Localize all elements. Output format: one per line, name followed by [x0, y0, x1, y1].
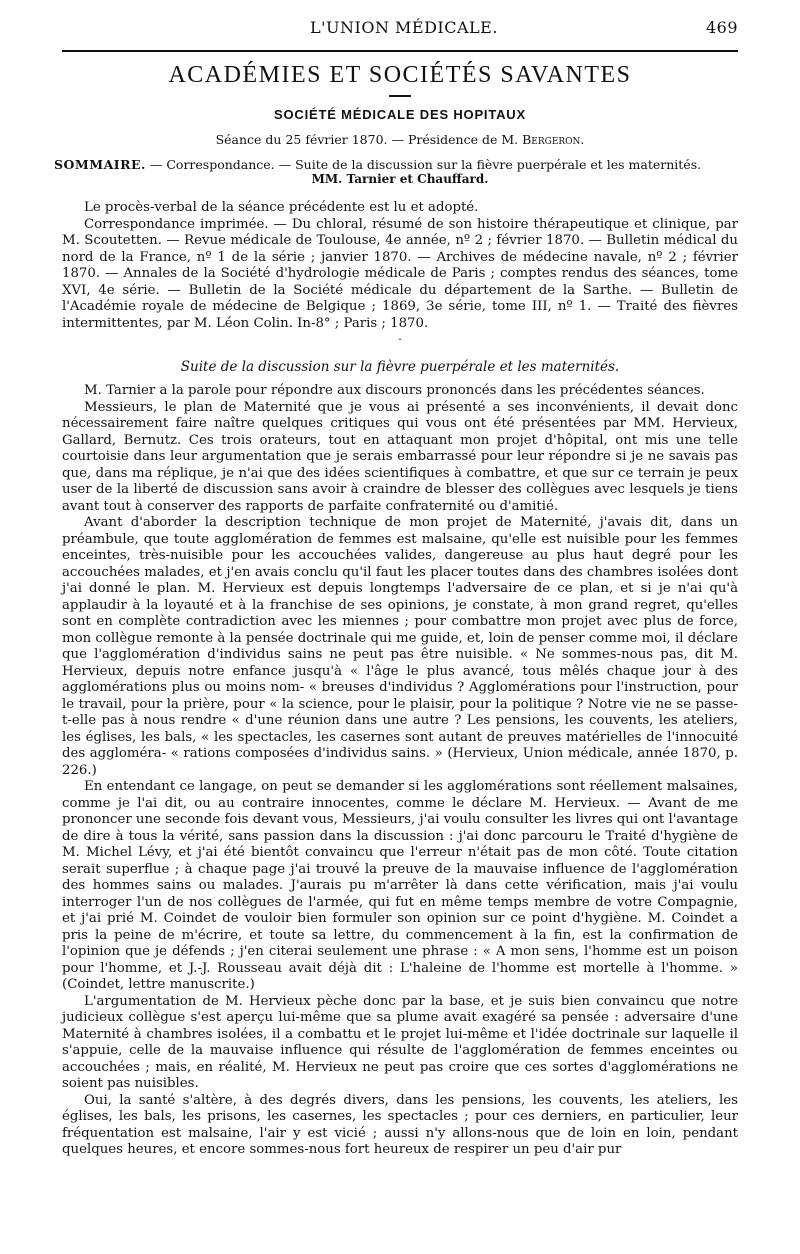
- society-name: SOCIÉTÉ MÉDICALE DES HOPITAUX: [274, 107, 526, 122]
- page-number: 469: [705, 18, 738, 37]
- paragraph-minutes: Le procès-verbal de la séance précédente est lu et adopté.: [84, 200, 479, 215]
- seance-text: Séance du 25 février 1870. — Présidence de M.: [215, 132, 523, 147]
- paragraph-tarnier-opening: M. Tarnier a la parole pour répondre aux discours prononcés dans les précédentes séances.: [84, 383, 705, 398]
- paragraph-en-entendant: En entendant ce langage, on peut se demander si les agglomérations sont réellement malsaines, comme je l'ai dit, ou au contraire innocentes, comme le déclare M. Hervieux. — Avant de me prononcer une seconde fois devant vous, Messieurs, j'ai voulu consulter les livres qui ont l'avantage de dire à tous la vérité, sans passion dans la discussion : j'ai donc parcouru le Traité d'hygiène de M. Michel Lévy, et j'ai été bientôt convaincu que l'erreur n'était pas de mon côté. Toute citation serait superflue ; à chaque page j'ai trouvé la preuve de la mauvaise influence de l'agglomération des hommes sains ou malades. J'aurais pu m'arrêter là dans cette vérification, mais j'ai voulu interroger l'un de nos collègues de l'armée, qui fut en même temps membre de votre Compagnie, et j'ai prié M. Coindet de vouloir bien formuler son opinion sur ce point d'hygiène. M. Coindet a pris la peine de m'écrire, et toute sa lettre, du commencement à la fin, est la confirmation de l'opinion que je défends ; j'en citerai seulement une phrase : « A mon sens, l'homme est un poison pour l'homme, et J.-J. Rousseau avait déjà dit : L'haleine de l'homme est mortelle à l'homme. » (Coindet, lettre manuscrite.): [62, 779, 738, 992]
- paragraph-messieurs: Messieurs, le plan de Maternité que je vous ai présenté a ses inconvénients, il devait donc nécessairement faire naître quelques critiques qui vous ont été présentées par MM. Hervieux, Gallard, Bernutz. Ces trois orateurs, tout en attaquant mon projet d'hôpital, ont mis une telle courtoisie dans leur argumentation que je serais embarrassé pour leur répondre si je ne savais pas que, dans ma réplique, je n'ai que des idées scientifiques à combattre, et que sur ce terrain je peux user de la liberté de discussion sans avoir à craindre de blesser des collègues avec lesquels je tiens avant tout à conserver des rapports de parfaite confraternité ou d'amitié.: [62, 399, 738, 514]
- sommaire-label: SOMMAIRE.: [54, 157, 146, 172]
- sommaire-line-2: MM. Tarnier et Chauffard.: [311, 172, 489, 186]
- seance-end: .: [580, 132, 585, 147]
- running-head: [62, 18, 738, 44]
- seance-line: [62, 132, 738, 147]
- journal-title: L'UNION MÉDICALE.: [310, 18, 498, 37]
- paragraph-avant-aborder: Avant d'aborder la description technique de mon projet de Maternité, j'avais dit, dans un préambule, que toute agglomération de femmes est malsaine, qu'elle est nuisible pour les femmes enceintes, très-nuisible pour les accouchées valides, dangereuse au plus haut degré pour les accouchées malades, et j'en avais conclu qu'il faut les placer toutes dans des chambres isolées dont j'ai donné le plan. M. Hervieux est depuis longtemps l'adversaire de ce plan, et si je n'ai qu'à applaudir à la loyauté et à la franchise de ses opinions, je constate, à mon grand regret, qu'elles sont en complète contradiction avec les miennes ; pour combattre mon projet avec plus de force, mon collègue remonte à la pensée doctrinale qui me guide, et, loin de penser comme moi, il déclare que l'agglomération d'individus sains ne peut pas être nuisible. « Ne sommes-nous pas, dit M. Hervieux, depuis notre enfance jusqu'à « l'âge le plus avancé, tous mêlés chaque jour à des agglomérations plus ou moins nom- « breuses d'individus ? Agglomérations pour l'instruction, pour le travail, pour la prière, pour « la science, pour le plaisir, pour la politique ? Notre vie ne se passe-t-elle pas à nous rendre « d'une réunion dans une autre ? Les pensions, les couvents, les ateliers, les églises, les bals, « les spectacles, les casernes sont autant de preuves matérielles de l'innocuité des aggloméra- « rations composées d'individus sains. » (Hervieux, Union médicale, année 1870, p. 226.): [62, 515, 738, 778]
- discussion-subheading: Suite de la discussion sur la fièvre puerpérale et les maternités.: [180, 359, 620, 375]
- header-rule: [62, 50, 738, 52]
- paragraph-correspondence: Correspondance imprimée. — Du chloral, résumé de son histoire thérapeutique et clinique, par M. Scoutetten. — Revue médicale de Toulouse, 4e année, nº 2 ; février 1870. — Bulletin médical du nord de la France, nº 1 de la série ; janvier 1870. — Archives de médecine navale, nº 2 ; février 1870. — Annales de la Société d'hydrologie médicale de Paris ; comptes rendus des séances, tome XVI, 4e série. — Bulletin de la Société médicale du département de la Sarthe. — Bulletin de l'Académie royale de médecine de Belgique ; 1869, 3e série, tome III, nº 1. — Traité des fièvres intermittentes, par M. Léon Colin. In-8° ; Paris ; 1870.: [62, 216, 738, 331]
- president-name: Bergeron: [522, 132, 581, 147]
- title-divider: [389, 95, 411, 97]
- sommaire-line-1: [54, 157, 738, 172]
- paragraph-argumentation: L'argumentation de M. Hervieux pèche donc par la base, et je suis bien convaincu que notre judicieux collègue s'est aperçu lui-même que sa plume avait exagéré sa pensée : adversaire d'une Maternité à chambres isolées, il a combattu et le projet lui-même et l'idée doctrinale sur laquelle il s'appuie, celle de la mauvaise influence qui résulte de l'agglomération de femmes enceintes ou accouchées ; mais, en réalité, M. Hervieux ne peut pas croire que ces sortes d'agglomérations ne soient pas nuisibles.: [62, 993, 738, 1091]
- paragraph-oui-la-sante: Oui, la santé s'altère, à des degrés divers, dans les pensions, les couvents, les ateliers, les églises, les bals, les prisons, les casernes, les spectacles ; pour ces derniers, en particulier, leur fréquentation est malsaine, l'air y est vicié ; aussi n'y allons-nous que de loin en loin, pendant quelques heures, et encore sommes-nous fort heureux de respirer un peu d'air pur: [62, 1092, 738, 1157]
- sommaire-text: — Correspondance. — Suite de la discussion sur la fièvre puerpérale et les maternités.: [145, 157, 702, 172]
- sommaire: [54, 157, 738, 186]
- separator-mark: -: [398, 334, 402, 345]
- section-title: ACADÉMIES ET SOCIÉTÉS SAVANTES: [168, 62, 632, 88]
